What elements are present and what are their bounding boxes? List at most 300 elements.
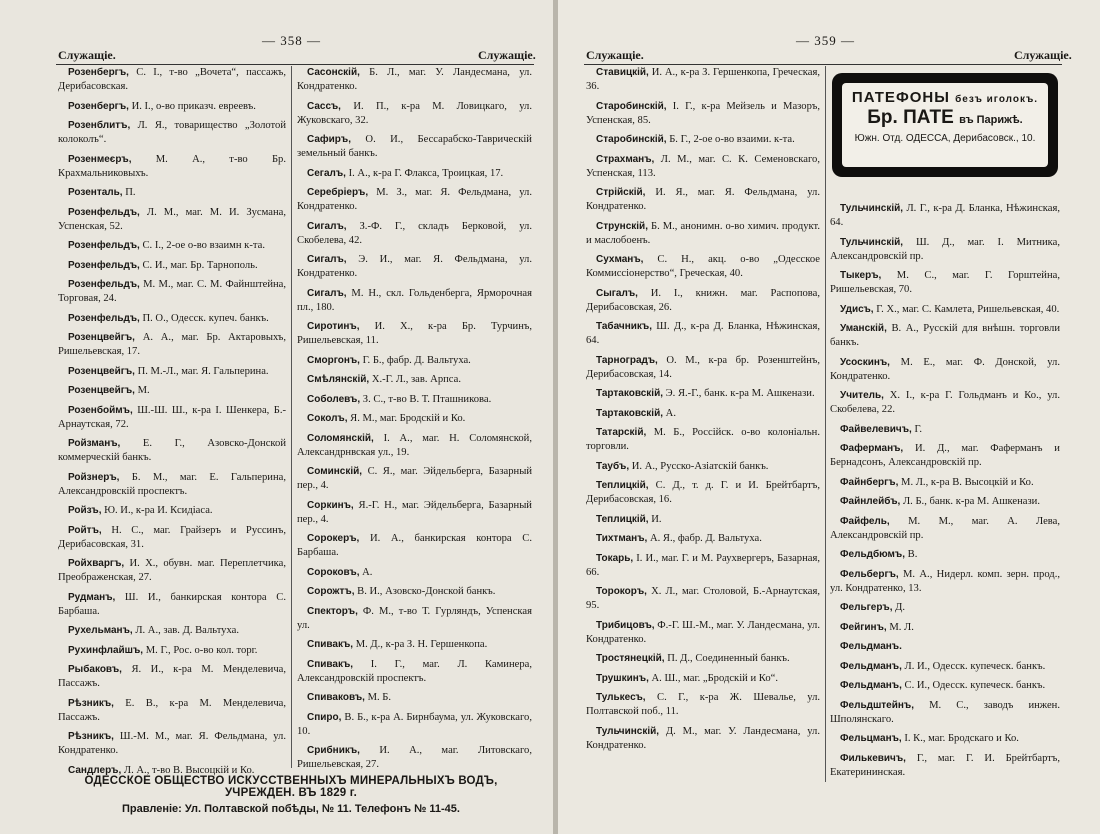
entry-surname: Розенцвейгъ, [68, 385, 135, 396]
directory-entry [830, 495, 1060, 509]
entry-surname: Спивакъ, [307, 639, 354, 650]
directory-entry [586, 153, 820, 181]
footer-line-2: Правленіе: Ул. Полтавской побѣды, № 11. Телефонъ № 11-45. [122, 803, 460, 815]
entry-surname: Розенцвейгъ, [68, 365, 135, 377]
entry-details: С. Я., маг. Эйдельберга, Базарный пер., 4. [297, 466, 532, 491]
entry-surname: Фельдштейнъ, [840, 699, 914, 711]
entry-surname: Рудманъ, [68, 591, 116, 603]
entry-details: І. Г., к-ра Мейзель и Мазоръ, Успенская, 85. [586, 100, 820, 126]
entry-surname: Тихтманъ, [596, 533, 648, 544]
directory-entry [58, 206, 286, 234]
directory-entry [586, 100, 820, 128]
entry-details: И. [651, 513, 662, 525]
entry-details: І. Г., маг. Л. Каминера, Александровскій проспектъ. [297, 658, 532, 684]
ad-brand [842, 107, 1048, 129]
entry-surname: Трибицовъ, [596, 619, 655, 631]
entry-details: Ш. Д., к-ра Д. Бланка, Нѣжинская, 64. [586, 321, 820, 346]
entry-details: П. [125, 187, 136, 198]
directory-entry [586, 691, 820, 719]
entry-surname: Соркинъ, [307, 499, 354, 511]
entry-surname: Тартаковскій, [596, 388, 664, 399]
entry-details: И. А., маг. Литовскаго, Ришельевская, 27. [297, 745, 532, 770]
entry-surname: Тульчинскій, [840, 203, 904, 214]
entry-surname: Файвелевичъ, [840, 423, 912, 435]
entry-details: О. М., к-ра бр. Розенштейнъ, Дерибасовская, 14. [586, 354, 820, 380]
entry-details: Х. Л., маг. Столовой, Б.-Арнаутская, 95. [586, 586, 821, 611]
entry-details: И. А., банкирская контора С. Барбаша. [297, 533, 532, 558]
entry-details: А. А., маг. Бр. Актаровыхъ, Ришельевская, 17. [58, 332, 286, 357]
directory-entry [830, 202, 1060, 230]
entry-details: М. С., маг. Г. Горштейна, Ришельевская, 70. [830, 270, 1060, 295]
entry-details: А. Ш., маг. „Бродскій и Ко“. [651, 672, 778, 684]
entry-surname: Соколъ, [307, 413, 348, 424]
directory-entry [586, 220, 820, 248]
directory-entry [830, 236, 1060, 264]
entry-details: М. Л., к-ра В. Высоцкій и Ко. [901, 476, 1034, 488]
entry-details: И. П., к-ра М. Ловицкаго, ул. Жуковскаго, 32. [297, 100, 532, 126]
entry-surname: Соминскій, [307, 466, 363, 477]
entry-surname: Ройхваргъ, [68, 558, 125, 569]
entry-surname: Старобинскій, [596, 100, 667, 112]
entry-surname: Срибникъ, [307, 745, 360, 756]
entry-details: М. [137, 385, 150, 396]
directory-entry [297, 711, 532, 739]
advertisement-pathe [832, 73, 1058, 177]
entry-surname: Спиваковъ, [307, 692, 365, 703]
directory-entry [830, 423, 1060, 437]
entry-surname: Серебріеръ, [307, 187, 369, 198]
entry-surname: Фейгинъ, [840, 621, 887, 633]
entry-details: И. Я., маг. Я. Фельдмана, ул. Кондратенко. [586, 187, 820, 212]
entry-surname: Фельдманъ, [840, 660, 902, 672]
header-rule [584, 64, 1062, 65]
entry-details: Л. Б., банк. к-ра М. Ашкенази. [902, 496, 1041, 507]
directory-entry [830, 568, 1060, 596]
entry-surname: Сигалъ, [307, 220, 347, 232]
entry-surname: Сасонскій, [307, 67, 360, 78]
directory-entry [58, 153, 286, 181]
entry-details: С. І., 2-ое о-во взаимн к-та. [142, 240, 265, 251]
directory-entry [58, 697, 286, 725]
entry-surname: Токарь, [596, 552, 634, 564]
entry-surname: Сегалъ, [307, 167, 346, 179]
directory-entry [58, 471, 286, 499]
entry-details: С. Г., к-ра Ж. Шевалье, ул. Полтавской поб., 11. [586, 692, 821, 717]
entry-details: Н. С., маг. Грайзеръ и Руссинъ, Дерибасовская, 31. [58, 524, 286, 550]
entry-surname: Розенцвейгъ, [68, 332, 135, 343]
entry-details: Л. М., маг. М. И. Зусмана, Успенская, 52. [58, 206, 286, 232]
directory-entry [58, 437, 286, 465]
entry-surname: Трушкинъ, [596, 672, 649, 684]
directory-entry [297, 133, 532, 161]
entry-details: Б. Л., маг. У. Ландесмана, ул. Кондратенко. [297, 67, 532, 92]
entry-surname: Розенбергъ, [68, 67, 129, 78]
entry-details: З. С., т-во В. Т. Пташникова. [362, 393, 492, 405]
entry-surname: Тыкеръ, [840, 270, 882, 281]
entry-surname: Рыбаковъ, [68, 664, 122, 675]
entry-details: І. И., маг. Г. и М. Раухвергеръ, Базарная, 66. [586, 552, 820, 578]
directory-entry [297, 412, 532, 426]
entry-details: М. Б. [367, 692, 392, 703]
entry-details: С. И., Одесск. купеческ. банкъ. [904, 680, 1046, 691]
footer-line-1: ОДЕССКОЕ ОБЩЕСТВО ИСКУССТВЕННЫХЪ МИНЕРАЛЬНЫХЪ ВОДЪ, УЧРЕЖДЕН. ВЪ 1829 г. [84, 775, 498, 799]
entry-surname: Розенбергъ, [68, 100, 129, 112]
directory-entry [58, 557, 286, 585]
entry-surname: Учитель, [840, 390, 884, 401]
directory-entry [297, 638, 532, 652]
directory-entry [58, 404, 286, 432]
entry-details: І. К., маг. Бродскаго и Ко. [904, 733, 1019, 744]
running-header-right: Служащіе. [1014, 48, 1072, 62]
entry-surname: Розенфельдъ, [68, 279, 140, 290]
entry-surname: Рѣзникъ, [68, 731, 114, 742]
directory-entry [586, 186, 820, 214]
entry-surname: Усоскинъ, [840, 356, 890, 368]
column-left-1 [58, 66, 286, 783]
entry-details: И. Х., обувн. маг. Переплетчика, Преображенская, 27. [58, 558, 286, 583]
directory-entry [586, 426, 820, 454]
entry-surname: Стрійскій, [596, 187, 646, 198]
directory-entry [830, 389, 1060, 417]
directory-entry [297, 100, 532, 128]
directory-entry [297, 66, 532, 94]
entry-surname: Ройзнеръ, [68, 471, 120, 483]
entry-surname: Фаферманъ, [840, 443, 904, 454]
entry-details: М. З., маг. Я. Фельдмана, ул. Кондратенко. [297, 187, 532, 212]
entry-surname: Рухинфлайшъ, [68, 644, 144, 656]
ad-address: Южн. Отд. ОДЕССА, Дерибасовск., 10. [854, 133, 1036, 144]
entry-surname: Таубъ, [596, 460, 630, 472]
entry-details: Л. И., Одесск. купеческ. банкъ. [904, 660, 1046, 672]
entry-details: Д. [895, 602, 906, 613]
entry-surname: Розенмеєръ, [68, 153, 132, 165]
entry-details: А. Я., фабр. Д. Вальтуха. [649, 533, 762, 544]
entry-surname: Фельбергъ, [840, 568, 899, 580]
entry-surname: Розенбоймъ, [68, 404, 133, 416]
entry-surname: Сафиръ, [307, 134, 351, 145]
directory-entry [297, 465, 532, 493]
directory-entry [58, 365, 286, 379]
entry-details: І. А., к-ра Г. Флакса, Троицкая, 17. [348, 167, 504, 179]
entry-surname: Рѣзникъ, [68, 697, 114, 709]
entry-details: Х.-Г. Л., зав. Арпса. [371, 374, 461, 385]
directory-entry [297, 320, 532, 348]
directory-entry [830, 548, 1060, 562]
entry-surname: Сорокеръ, [307, 533, 360, 544]
entry-details: В. [907, 549, 918, 560]
entry-surname: Фельгеръ, [840, 602, 893, 613]
entry-surname: Старобинскій, [596, 134, 667, 145]
entry-surname: Файфель, [840, 515, 890, 527]
entry-surname: Сыгалъ, [596, 287, 638, 299]
directory-entry [586, 619, 820, 647]
directory-entry [58, 278, 286, 306]
directory-entry [297, 566, 532, 580]
directory-entry [830, 322, 1060, 350]
directory-entry [297, 432, 532, 460]
directory-entry [297, 585, 532, 599]
entry-details: П. О., Одесск. купеч. банкъ. [142, 312, 269, 324]
directory-entry [586, 66, 820, 94]
entry-details: Ю. И., к-ра И. Ксидіаса. [104, 505, 213, 516]
entry-details: М. Е., маг. Ф. Донской, ул. Кондратенко. [830, 356, 1060, 382]
entry-surname: Ройтъ, [68, 524, 102, 536]
directory-entry [830, 752, 1060, 780]
directory-entry [297, 744, 532, 772]
entry-details: И. А., Русско-Азіатскій банкъ. [631, 460, 769, 472]
entry-surname: Ройзъ, [68, 505, 102, 516]
entry-surname: Спекторъ, [307, 605, 358, 617]
directory-entry [58, 524, 286, 552]
header-rule [56, 64, 534, 65]
directory-entry [58, 119, 286, 147]
entry-surname: Сорожтъ, [307, 586, 355, 597]
entry-details: Ф.-Г. Ш.-М., маг. У. Ландесмана, ул. Кондратенко. [586, 619, 820, 645]
entry-surname: Табачникъ, [596, 321, 652, 332]
entry-surname: Тульчинскій, [840, 236, 904, 248]
entry-surname: Файнлейбъ, [840, 496, 901, 507]
ad-headline [842, 89, 1048, 106]
entry-details: Я. И., к-ра М. Менделевича, Пассажъ. [58, 664, 286, 689]
advertisement-frame [842, 83, 1048, 167]
entry-details: Л. М., маг. С. К. Семеновскаго, Успенская, 113. [586, 153, 820, 179]
directory-entry [58, 591, 286, 619]
directory-entry [830, 679, 1060, 693]
entry-details: Л. Я., товарищество „Золотой колоколъ“. [58, 120, 286, 145]
entry-surname: Тростянецкій, [596, 653, 665, 664]
entry-surname: Фельдбюмъ, [840, 549, 905, 560]
entry-details: Я.-Г. Н., маг. Эйдельберга, Базарный пер., 4. [297, 499, 532, 525]
entry-surname: Ройзманъ, [68, 438, 121, 449]
entry-details: М. М., маг. С. М. Файнштейна, Торговая, 24. [58, 279, 287, 304]
directory-entry [586, 479, 820, 507]
directory-entry [58, 239, 286, 253]
directory-entry [586, 253, 820, 281]
entry-surname: Сигалъ, [307, 254, 347, 265]
entry-details: Г., маг. Г. И. Брейтбартъ, Екатерининская. [830, 752, 1060, 778]
entry-surname: Татарскій, [596, 427, 647, 438]
directory-entry [297, 605, 532, 633]
entry-details: П. Д., Соединенный банкъ. [667, 653, 790, 664]
entry-surname: Теплицкій, [596, 480, 649, 491]
directory-entry [58, 624, 286, 638]
entry-details: В. Б., к-ра А. Бирнбаума, ул. Жуковскаго, 10. [297, 711, 533, 737]
directory-entry [297, 393, 532, 407]
entry-surname: Соломянскій, [307, 432, 374, 444]
directory-entry [586, 387, 820, 401]
directory-entry [58, 331, 286, 359]
entry-details: С. Н., акц. о-во „Одесское Коммиссіонерство“, Греческая, 40. [586, 254, 820, 279]
entry-surname: Розенфельдъ, [68, 259, 140, 271]
directory-entry [830, 621, 1060, 635]
directory-entry [830, 269, 1060, 297]
entry-details: Ш.-Ш. Ш., к-ра І. Шенкера, Б.-Арнаутская, 72. [58, 404, 286, 430]
entry-details: П. М.-Л., маг. Я. Гальперина. [137, 365, 269, 377]
directory-entry [58, 384, 286, 398]
entry-surname: Спивакъ, [307, 658, 354, 670]
directory-entry [586, 672, 820, 686]
directory-entry [586, 287, 820, 315]
entry-surname: Смѣлянскій, [307, 374, 370, 385]
entry-details: З.-Ф. Г., складъ Берковой, ул. Скобелева, 42. [297, 220, 532, 246]
entry-details: Э. Я.-Г., банк. к-ра М. Ашкенази. [665, 388, 815, 399]
entry-surname: Тартаковскій, [596, 407, 664, 419]
directory-entry [297, 186, 532, 214]
directory-entry [58, 259, 286, 273]
entry-details: А. [362, 566, 373, 578]
directory-entry [297, 253, 532, 281]
entry-surname: Теплицкій, [596, 513, 649, 525]
entry-surname: Сандлеръ, [68, 764, 122, 776]
ad-line2: Бр. ПАТЕ [867, 107, 954, 128]
directory-entry [830, 476, 1060, 490]
entry-details: Д. М., маг. У. Ландесмана, ул. Кондратенко. [586, 725, 820, 751]
entry-surname: Сухманъ, [596, 254, 644, 265]
entry-details: М. Г., Рос. о-во кол. торг. [145, 644, 258, 656]
directory-entry [58, 100, 286, 114]
entry-surname: Розенфельдъ, [68, 206, 140, 218]
directory-entry [58, 504, 286, 518]
directory-entry [586, 585, 820, 613]
entry-surname: Ставицкій, [596, 67, 649, 78]
entry-surname: Страхманъ, [596, 153, 655, 165]
entry-details: С. І., т-во „Вочета“, пассажъ, Дерибасовская. [58, 67, 286, 92]
entry-details: В. А., Русскій для внѣшн. торговли банкъ. [830, 323, 1060, 348]
column-right-1 [586, 66, 820, 758]
directory-entry [830, 732, 1060, 746]
entry-surname: Фельдманъ, [840, 680, 902, 691]
directory-entry [58, 644, 286, 658]
directory-entry [58, 186, 286, 200]
directory-entry [586, 652, 820, 666]
directory-entry [297, 287, 532, 315]
entry-details: М. А., Нидерл. комп. зерн. прод., ул. Кондратенко, 13. [830, 568, 1060, 594]
directory-entry [297, 354, 532, 368]
directory-entry [830, 442, 1060, 470]
ad-line1: ПАТЕФОНЫ [851, 89, 950, 106]
entry-details: Ш. И., банкирская контора С. Барбаша. [58, 591, 286, 617]
directory-entry [297, 373, 532, 387]
entry-details: Ф. М., т-во Т. Гурляндъ, Успенская ул. [297, 605, 532, 631]
running-header-left: Служащіе. [586, 48, 644, 62]
page-number: — 358 — [262, 33, 321, 48]
entry-surname: Файнбергъ, [840, 476, 899, 488]
entry-surname: Розенталь, [68, 187, 123, 198]
directory-entry [586, 725, 820, 753]
directory-entry [58, 66, 286, 94]
entry-details: Г. Б., фабр. Д. Вальтуха. [362, 354, 471, 366]
directory-entry [58, 312, 286, 326]
directory-entry [297, 499, 532, 527]
directory-entry [830, 640, 1060, 654]
entry-details: Е. В., к-ра М. Менделевича, Пассажъ. [58, 697, 286, 723]
entry-details: М. Д., к-ра З. Н. Гершенкопа. [355, 639, 488, 650]
entry-details: Ш.-М. М., маг. Я. Фельдмана, ул. Кондратенко. [58, 731, 286, 756]
entry-details: И. А., к-ра З. Гершенкопа, Греческая, 36. [586, 67, 820, 92]
ad-line2-small: въ Парижѣ. [959, 114, 1023, 126]
entry-surname: Розенфельдъ, [68, 240, 140, 251]
directory-entry [586, 354, 820, 382]
running-header-left: Служащіе. [58, 48, 116, 62]
entry-details: Л. Г., к-ра Д. Бланка, Нѣжинская, 64. [830, 203, 1060, 228]
ad-line1-small: безъ иголокъ. [955, 94, 1039, 105]
entry-details: М. А., т-во Бр. Крахмальниковыхъ. [58, 153, 286, 179]
entry-surname: Сиротинъ, [307, 321, 360, 332]
entry-surname: Сороковъ, [307, 566, 360, 578]
entry-details: Б. М., маг. Е. Гальперина, Александровскій проспектъ. [58, 471, 286, 497]
entry-surname: Спиро, [307, 711, 342, 723]
directory-entry [297, 658, 532, 686]
entry-details: М. Л. [889, 621, 914, 633]
entry-details: И. Х., к-ра Бр. Турчинъ, Ришельевская, 11. [297, 321, 533, 346]
entry-surname: Тульчинскій, [596, 725, 660, 737]
entry-surname: Розенфельдъ, [68, 312, 140, 324]
entry-details: С. И., маг. Бр. Тарнополь. [142, 259, 258, 271]
entry-details: И. І., книжн. маг. Распопова, Дерибасовская, 26. [586, 287, 820, 313]
entry-details: М. С., заводъ инжен. Шполянскаго. [830, 699, 1060, 725]
entry-surname: Струнскій, [596, 220, 648, 232]
entry-details: М. М., маг. А. Лева, Александровскій пр. [830, 515, 1060, 541]
entry-surname: Сморгонъ, [307, 354, 360, 366]
directory-entry [297, 167, 532, 181]
directory-entry [830, 601, 1060, 615]
entry-details: А. [665, 407, 676, 419]
entry-surname: Сигалъ, [307, 287, 347, 299]
entry-details: Л. А., т-во В. Высоцкій и Ко. [123, 764, 255, 776]
entry-surname: Торокоръ, [596, 586, 647, 597]
directory-entry [586, 552, 820, 580]
page-number: — 359 — [796, 33, 855, 48]
entry-details: О. И., Бессарабско-Таврическій земельный банкъ. [297, 134, 532, 159]
entry-surname: Рухельманъ, [68, 625, 133, 636]
column-divider [291, 66, 292, 768]
entry-details: М. Б., Россійск. о-во колоніальн. торговли. [586, 427, 820, 452]
entry-surname: Тарноградъ, [596, 354, 658, 366]
running-header-right: Служащіе. [478, 48, 536, 62]
entry-surname: Фельцманъ, [840, 733, 902, 744]
entry-details: І. А., маг. Н. Соломянской, Александрнвская ул., 19. [297, 432, 532, 458]
column-left-2 [297, 66, 532, 778]
entry-details: Г. Х., маг. С. Камлета, Ришельевская, 40. [876, 303, 1060, 315]
directory-entry [830, 515, 1060, 543]
entry-details: В. И., Азовско-Донской банкъ. [357, 586, 496, 597]
entry-details: Х. І., к-ра Г. Гольдманъ и Ко., ул. Скобелева, 22. [830, 390, 1060, 415]
directory-entry [830, 303, 1060, 317]
entry-details: И. І., о-во приказч. евреевъ. [131, 100, 256, 112]
directory-entry [58, 663, 286, 691]
directory-entry [830, 356, 1060, 384]
entry-details: Я. М., маг. Бродскій и Ко. [350, 413, 466, 424]
entry-details: Ш. Д., маг. І. Митника, Александровскій пр. [830, 236, 1061, 262]
entry-details: Э. И., маг. Я. Фельдмана, ул. Кондратенко. [297, 254, 532, 279]
directory-entry [830, 699, 1060, 727]
entry-surname: Соболевъ, [307, 393, 361, 405]
directory-entry [586, 407, 820, 421]
column-divider [825, 66, 826, 782]
directory-entry [297, 220, 532, 248]
entry-details: Е. Г., Азовско-Донской коммерческій банкъ. [58, 438, 286, 463]
directory-entry [586, 133, 820, 147]
entry-details: Г. [914, 423, 923, 435]
directory-entry [297, 691, 532, 705]
directory-entry [586, 532, 820, 546]
entry-details: С. Д., т. д. Г. и И. Брейтбартъ, Дерибасовская, 16. [586, 480, 820, 505]
directory-entry [297, 532, 532, 560]
directory-entry [830, 660, 1060, 674]
directory-entry [586, 320, 820, 348]
footer-advertisement [52, 775, 530, 815]
entry-surname: Розенблитъ, [68, 120, 131, 131]
